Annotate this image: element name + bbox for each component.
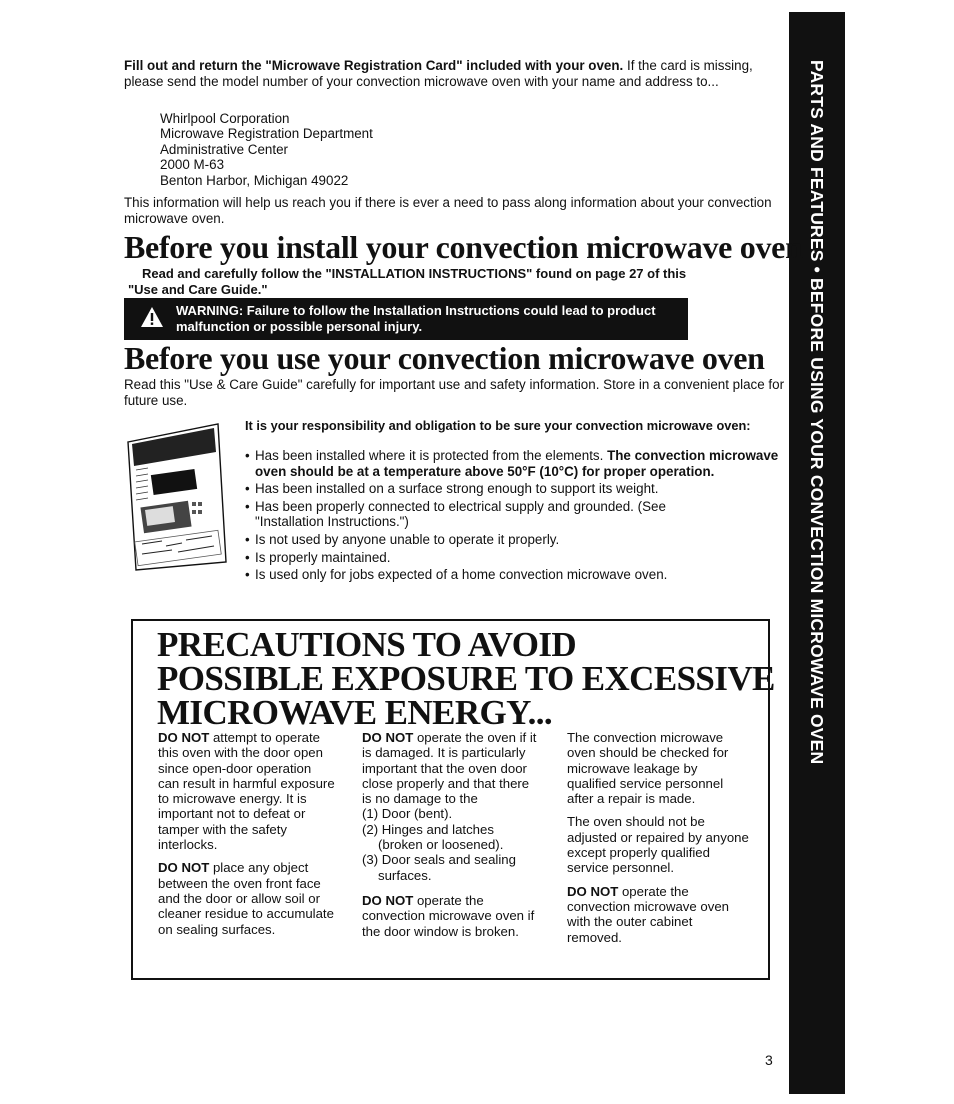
precaution-text: operate the convection microwave oven with the outer cabinet removed. [567,883,729,945]
precautions-column-2 [362,730,542,947]
precaution-text: operate the convection microwave oven if the door window is broken. [362,892,535,939]
side-tab-label: PARTS AND FEATURES • BEFORE USING YOUR CONVECTION MICROWAVE OVEN [807,60,827,765]
do-not-label: DO NOT [362,892,414,908]
precaution-text: operate the oven if it is damaged. It is particularly important that the oven door close properly and that there is no damage to the [362,730,537,807]
info-note: This information will help us reach you if there is ever a need to pass along information about your convection microwave oven. [124,195,772,226]
list-item [245,448,785,479]
list-item: • Is properly maintained. [245,550,785,566]
precaution-paragraph [567,884,749,945]
install-instruction-line: Read and carefully follow the "INSTALLATION INSTRUCTIONS" found on page 27 of this [142,266,687,281]
precaution-paragraph [362,893,542,939]
list-item: • Is not used by anyone unable to operate it properly. [245,532,785,548]
warning-banner [124,298,688,340]
do-not-label: DO NOT [567,883,619,899]
precaution-paragraph: The oven should not be adjusted or repaired by anyone except properly qualified service personnel. [567,814,749,876]
use-intro: Read this "Use & Care Guide" carefully for important use and safety information. Store in a convenient place for future use. [124,377,785,408]
install-instruction-line: "Use and Care Guide." [128,281,268,297]
list-item: • Has been properly connected to electrical supply and grounded. (See "Installation Instructions.") [245,499,725,530]
registration-lead: Fill out and return the "Microwave Registration Card" included with your oven. [124,58,624,73]
damage-item: (3) Door seals and sealing surfaces. [362,852,516,883]
precaution-text: place any object between the oven front face and the door or allow soil or cleaner residue to accumulate on sealing surfaces. [158,860,334,937]
page-number: 3 [765,1052,773,1068]
address-line: Whirlpool Corporation [160,111,290,126]
precautions-title-line: POSSIBLE EXPOSURE TO EXCESSIVE [157,659,775,698]
precautions-title-line: PRECAUTIONS TO AVOID [157,625,577,664]
precaution-text: attempt to operate this oven with the door open since open-door operation can result in harmful exposure to microwave energy. It is important not to defeat or tamper with the safety interlocks. [158,730,335,853]
do-not-label: DO NOT [158,730,210,745]
address-line: Benton Harbor, Michigan 49022 [160,172,349,188]
list-item: • Is used only for jobs expected of a home convection microwave oven. [245,567,785,583]
list-item-emphasis: The convection microwave oven should be at a temperature above 50°F (10°C) for proper operation. [255,448,779,479]
list-item-text: Has been installed where it is protected from the elements. [255,448,608,463]
mailing-address [160,111,373,188]
precaution-paragraph [158,860,336,936]
precautions-column-1 [158,730,336,945]
warning-text [176,303,656,334]
damage-item: (1) Door (bent). [362,806,453,822]
warning-line: WARNING: Failure to follow the Installation Instructions could lead to product [176,303,656,318]
list-item: • Has been installed on a surface strong enough to support its weight. [245,481,785,497]
warning-line: malfunction or possible personal injury. [176,318,423,334]
responsibility-list [245,448,785,585]
precaution-paragraph: The convection microwave oven should be checked for microwave leakage by qualified service personnel after a repair is made. [567,730,729,807]
precautions-title-line: MICROWAVE ENERGY... [157,693,553,732]
damage-item: (2) Hinges and latches (broken or loosened). [362,821,504,853]
precaution-paragraph [362,730,542,806]
precautions-column-3 [567,730,749,953]
use-and-care-guide-illustration [122,422,232,572]
precaution-paragraph [158,730,336,852]
address-line: 2000 M-63 [160,157,225,173]
registration-paragraph [124,58,764,89]
install-instruction [128,266,687,297]
registration-text: If the card is missing, please send the model number of your convection microwave oven with your name and address to... [124,58,753,89]
do-not-label: DO NOT [158,860,210,876]
warning-triangle-icon [140,306,164,328]
install-heading: Before you install your convection microwave oven [124,229,803,265]
address-line: Microwave Registration Department [160,126,373,142]
responsibility-statement: It is your responsibility and obligation to be sure your convection microwave oven: [245,418,751,433]
use-heading: Before you use your convection microwave oven [124,340,765,376]
address-line: Administrative Center [160,141,289,157]
precautions-title [157,625,775,732]
do-not-label: DO NOT [362,730,414,745]
